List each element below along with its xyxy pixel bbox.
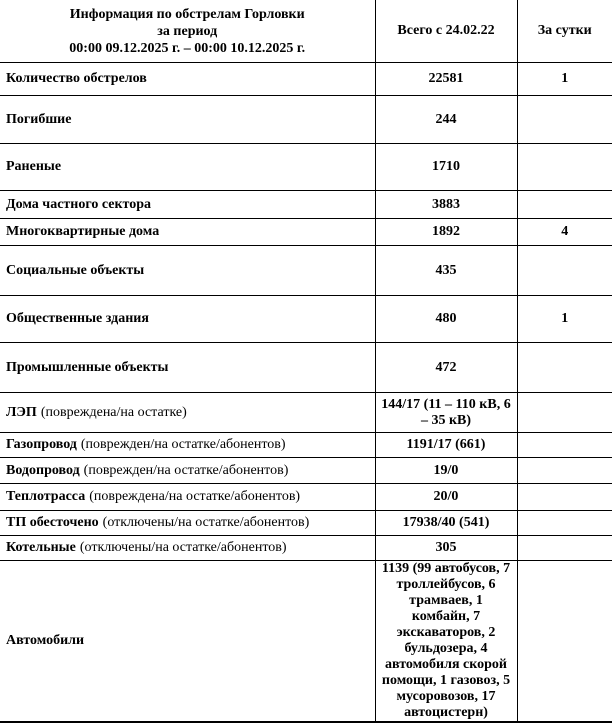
row-daily-value: 4 bbox=[517, 219, 612, 246]
row-label-cell bbox=[0, 343, 375, 393]
row-total-value: 1892 bbox=[375, 219, 517, 246]
row-label-cell bbox=[0, 63, 375, 96]
row-label-cell bbox=[0, 433, 375, 458]
table-row bbox=[0, 63, 612, 96]
row-label: Дома частного сектора bbox=[6, 196, 152, 212]
header-title-cell bbox=[0, 0, 375, 63]
row-label: ТП обесточено bbox=[6, 515, 99, 530]
row-daily-value bbox=[517, 96, 612, 144]
table-row bbox=[0, 511, 612, 536]
row-label: Погибшие bbox=[6, 111, 72, 127]
row-label-note: (поврежден/на остатке/абонентов) bbox=[83, 462, 289, 478]
row-label: Теплотрасса bbox=[6, 489, 86, 504]
table-row bbox=[0, 191, 612, 219]
row-label-cell bbox=[0, 191, 375, 219]
row-label-cell bbox=[0, 536, 375, 561]
row-label-cell bbox=[0, 96, 375, 144]
table-row bbox=[0, 296, 612, 343]
header-title-line-2: за период bbox=[157, 23, 218, 39]
table-body bbox=[0, 63, 612, 723]
row-total-value: 244 bbox=[375, 96, 517, 144]
row-label: Автомобили bbox=[6, 633, 85, 648]
row-daily-value bbox=[517, 246, 612, 296]
row-label-cell bbox=[0, 219, 375, 246]
table-row bbox=[0, 484, 612, 511]
table-row bbox=[0, 458, 612, 484]
row-label: Газопровод bbox=[6, 437, 77, 452]
row-label: Котельные bbox=[6, 540, 76, 555]
row-total-value: 17938/40 (541) bbox=[375, 511, 517, 536]
row-label-note: (повреждена/на остатке) bbox=[40, 404, 187, 420]
row-daily-value bbox=[517, 484, 612, 511]
header-total-column: Всего с 24.02.22 bbox=[375, 0, 517, 63]
table-row bbox=[0, 561, 612, 723]
header-title-line-3: 00:00 09.12.2025 г. – 00:00 10.12.2025 г. bbox=[69, 40, 306, 56]
row-label-note: (поврежден/на остатке/абонентов) bbox=[80, 437, 286, 452]
table-row bbox=[0, 393, 612, 433]
row-total-value: 305 bbox=[375, 536, 517, 561]
table-row bbox=[0, 219, 612, 246]
row-daily-value bbox=[517, 191, 612, 219]
row-label-note: (отключены/на остатке/абонентов) bbox=[79, 540, 287, 555]
header-daily-column: За сутки bbox=[517, 0, 612, 63]
row-label-cell bbox=[0, 484, 375, 511]
row-daily-value bbox=[517, 433, 612, 458]
row-label: ЛЭП bbox=[6, 404, 37, 420]
row-label: Количество обстрелов bbox=[6, 71, 147, 86]
table-row bbox=[0, 343, 612, 393]
row-total-value: 1191/17 (661) bbox=[375, 433, 517, 458]
table-row bbox=[0, 144, 612, 191]
row-total-value: 1139 (99 автобусов, 7 троллейбусов, 6 трамваев, 1 комбайн, 7 экскаваторов, 2 бульдозера, 4 автомобиля скорой помощи, 1 газовоз, 5 мусоровозов, 17 автоцистерн) bbox=[375, 561, 517, 723]
row-daily-value bbox=[517, 343, 612, 393]
row-total-value: 1710 bbox=[375, 144, 517, 191]
header-title-line-1: Информация по обстрелам Горловки bbox=[69, 6, 305, 22]
row-total-value: 480 bbox=[375, 296, 517, 343]
row-label: Социальные объекты bbox=[6, 262, 145, 278]
header-row bbox=[0, 0, 612, 63]
row-label-cell bbox=[0, 144, 375, 191]
row-label-cell bbox=[0, 296, 375, 343]
row-daily-value: 1 bbox=[517, 296, 612, 343]
row-label-cell bbox=[0, 246, 375, 296]
row-label: Раненые bbox=[6, 159, 62, 174]
row-label: Промышленные объекты bbox=[6, 359, 169, 375]
row-daily-value bbox=[517, 536, 612, 561]
row-total-value: 20/0 bbox=[375, 484, 517, 511]
row-total-value: 22581 bbox=[375, 63, 517, 96]
row-label-cell bbox=[0, 393, 375, 433]
row-daily-value bbox=[517, 393, 612, 433]
row-label: Водопровод bbox=[6, 462, 80, 478]
table-row bbox=[0, 433, 612, 458]
row-label: Общественные здания bbox=[6, 311, 149, 326]
row-label-note: (отключены/на остатке/абонентов) bbox=[102, 515, 310, 530]
row-total-value: 3883 bbox=[375, 191, 517, 219]
row-daily-value bbox=[517, 458, 612, 484]
row-label-cell bbox=[0, 458, 375, 484]
row-label-cell bbox=[0, 561, 375, 723]
table-row bbox=[0, 536, 612, 561]
row-daily-value: 1 bbox=[517, 63, 612, 96]
row-total-value: 144/17 (11 – 110 кВ, 6 – 35 кВ) bbox=[375, 393, 517, 433]
row-total-value: 435 bbox=[375, 246, 517, 296]
row-daily-value bbox=[517, 144, 612, 191]
row-total-value: 472 bbox=[375, 343, 517, 393]
row-label-cell bbox=[0, 511, 375, 536]
row-daily-value bbox=[517, 511, 612, 536]
table-row bbox=[0, 96, 612, 144]
row-label-note: (повреждена/на остатке/абонентов) bbox=[89, 489, 301, 504]
row-label: Многоквартирные дома bbox=[6, 224, 160, 239]
row-total-value: 19/0 bbox=[375, 458, 517, 484]
row-daily-value bbox=[517, 561, 612, 723]
table-row bbox=[0, 246, 612, 296]
